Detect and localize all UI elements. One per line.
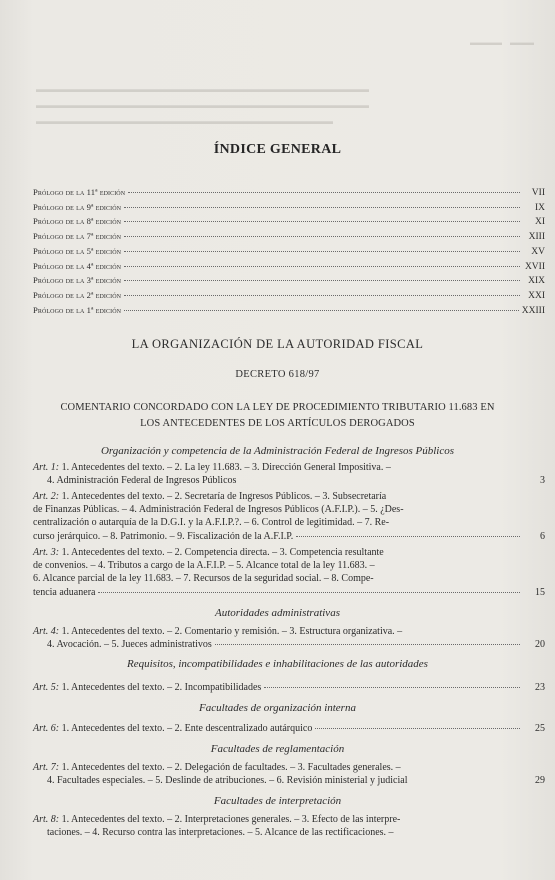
article-entry[interactable] [33,813,545,839]
article-text: 4. Avocación. – 5. Jueces administrativos [47,639,212,651]
bleed-through-text: ▬▬▬▬▬▬▬▬▬▬▬▬▬▬▬▬▬▬▬▬▬▬▬▬▬▬▬▬▬▬▬▬▬▬▬▬▬ [36,84,369,94]
page-number: 20 [535,639,545,651]
article-text: 1. Antecedentes del texto. – 2. Comentario y remisión. – 3. Estructura organizativa. – [61,626,403,637]
dot-leader [128,192,520,193]
article-text: 1. Antecedentes del texto. – 2. Incompatibilidades [61,682,262,693]
dot-leader [124,221,520,222]
bleed-through-text: ▬▬▬▬▬▬▬▬▬▬▬▬▬▬▬▬▬▬▬▬▬▬▬▬▬▬▬▬▬▬▬▬▬▬▬▬▬ [36,100,369,110]
article-number: Art. 1: [33,462,60,473]
preface-entry[interactable] [33,216,545,231]
preface-entry[interactable] [33,290,545,305]
article-text: curso jerárquico. – 8. Patrimonio. – 9. Fiscalización de la A.F.I.P. [33,530,294,542]
preface-entry[interactable] [33,246,545,261]
page-number: 25 [535,723,545,734]
article-text: tencia aduanera [33,586,96,598]
dot-leader [124,295,520,296]
article-text: 1. Antecedentes del texto. – 2. Competencia directa. – 3. Competencia resultante [61,547,384,558]
subsection-heading: Organización y competencia de la Administración Federal de Ingresos Públicos [100,445,455,457]
dot-leader [124,280,520,281]
subsection-heading: Facultades de reglamentación [210,743,345,755]
article-number: Art. 8: [33,814,60,825]
page-number: XXI [528,290,545,301]
commentary-line: LOS ANTECEDENTES DE LOS ARTÍCULOS DEROGADOS [140,417,415,429]
preface-label: Prólogo de la 8ª edición [33,216,122,227]
article-text: 1. Antecedentes del texto. – 2. Ente descentralizado autárquico [61,723,313,734]
preface-label: Prólogo de la 1ª edición [33,304,122,315]
preface-label: Prólogo de la 11ª edición [33,187,126,197]
dot-leader [124,266,520,267]
article-entry[interactable] [33,681,545,694]
article-entry[interactable] [33,490,545,543]
preface-entry[interactable] [33,202,545,217]
bleed-through-text: ▬▬▬▬ ▬▬▬ [470,38,534,47]
article-number: Art. 6: [33,723,60,734]
article-text: 4. Administración Federal de Ingresos Públicos [47,475,237,487]
page-number: XIX [528,276,545,287]
article-text: 1. Antecedentes del texto. – 2. Interpretaciones generales. – 3. Efecto de las interpre- [61,814,401,825]
preface-entry[interactable] [33,261,545,276]
article-entry[interactable] [33,546,545,599]
bleed-through-text: ▬▬▬▬▬▬▬▬▬▬▬▬▬▬▬▬▬▬▬▬▬▬▬▬▬▬▬▬▬▬▬▬▬ [36,116,333,126]
dot-leader [264,687,520,688]
dot-leader [124,207,520,208]
page-number: XXIII [521,305,545,316]
article-number: Art. 2: [33,491,60,502]
page-title: ÍNDICE GENERAL [213,142,342,157]
preface-label: Prólogo de la 3ª edición [33,275,122,286]
page-number: 23 [535,682,545,693]
article-entry[interactable] [33,722,545,735]
article-text: 4. Facultades especiales. – 5. Deslinde de atribuciones. – 6. Revisión ministerial y judicial [47,775,408,787]
preface-entry[interactable] [33,187,545,202]
subsection-heading: Autoridades administrativas [215,607,340,619]
article-number: Art. 7: [33,762,60,773]
page-number: 3 [540,475,545,487]
subsection-heading: Facultades de interpretación [213,795,342,807]
article-entry[interactable] [33,761,545,787]
article-text: 6. Alcance parcial de la ley 11.683. – 7. Recursos de la seguridad social. – 8. Compe- [33,573,374,585]
page-number: IX [534,202,545,213]
page-number: XI [534,217,545,228]
dot-leader [315,728,520,729]
preface-label: Prólogo de la 9ª edición [33,201,122,212]
page-number: 15 [535,586,545,598]
dot-leader [296,536,520,537]
commentary-heading [0,400,555,431]
decree-title: DECRETO 618/97 [235,369,320,380]
article-number: Art. 5: [33,682,60,693]
section-title: LA ORGANIZACIÓN DE LA AUTORIDAD FISCAL [131,337,424,351]
dot-leader [124,236,520,237]
article-entry[interactable] [33,461,545,487]
commentary-line: COMENTARIO CONCORDADO CON LA LEY DE PROCEDIMIENTO TRIBUTARIO 11.683 EN [60,402,495,413]
dot-leader [98,592,520,593]
preface-label: Prólogo de la 7ª edición [33,231,122,242]
article-text: 1. Antecedentes del texto. – 2. Secretaría de Ingresos Públicos. – 3. Subsecretaría [61,491,387,502]
article-text: de Finanzas Públicas. – 4. Administración Federal de Ingresos Públicos (A.F.I.P.). – 5. ¿Des- [33,504,404,516]
preface-entry[interactable] [33,275,545,290]
preface-label: Prólogo de la 5ª edición [33,245,122,256]
preface-entry[interactable] [33,305,545,320]
article-text: centralización o autarquía de la D.G.I. y la A.F.I.P.?. – 6. Control de legitimidad. – 7. Re- [33,517,390,529]
preface-label: Prólogo de la 2ª edición [33,289,122,300]
article-text: 1. Antecedentes del texto. – 2. La ley 11.683. – 3. Dirección General Impositiva. – [61,462,391,473]
article-entry[interactable] [33,625,545,651]
preface-entry[interactable] [33,231,545,246]
page-number: VII [531,188,545,198]
preface-label: Prólogo de la 4ª edición [33,260,122,271]
article-number: Art. 4: [33,626,60,637]
dot-leader [124,251,520,252]
page-number: XIII [528,232,545,243]
page-number: XV [531,246,545,257]
article-text: de convenios. – 4. Tributos a cargo de la A.F.I.P. – 5. Alcance total de la ley 11.683. – [33,560,375,572]
subsection-heading: Requisitos, incompatibilidades e inhabilitaciones de las autoridades [127,658,428,670]
article-text: 1. Antecedentes del texto. – 2. Delegación de facultades. – 3. Facultades generales. – [61,762,401,773]
page-number: 29 [535,775,545,787]
article-text: taciones. – 4. Recurso contra las interpretaciones. – 5. Alcance de las rectificaciones. – [47,827,394,839]
page-number: XVII [524,261,545,272]
page-number: 6 [540,530,545,542]
dot-leader [124,310,519,311]
article-number: Art. 3: [33,547,60,558]
subsection-heading: Facultades de organización interna [199,702,356,714]
dot-leader [215,644,520,645]
